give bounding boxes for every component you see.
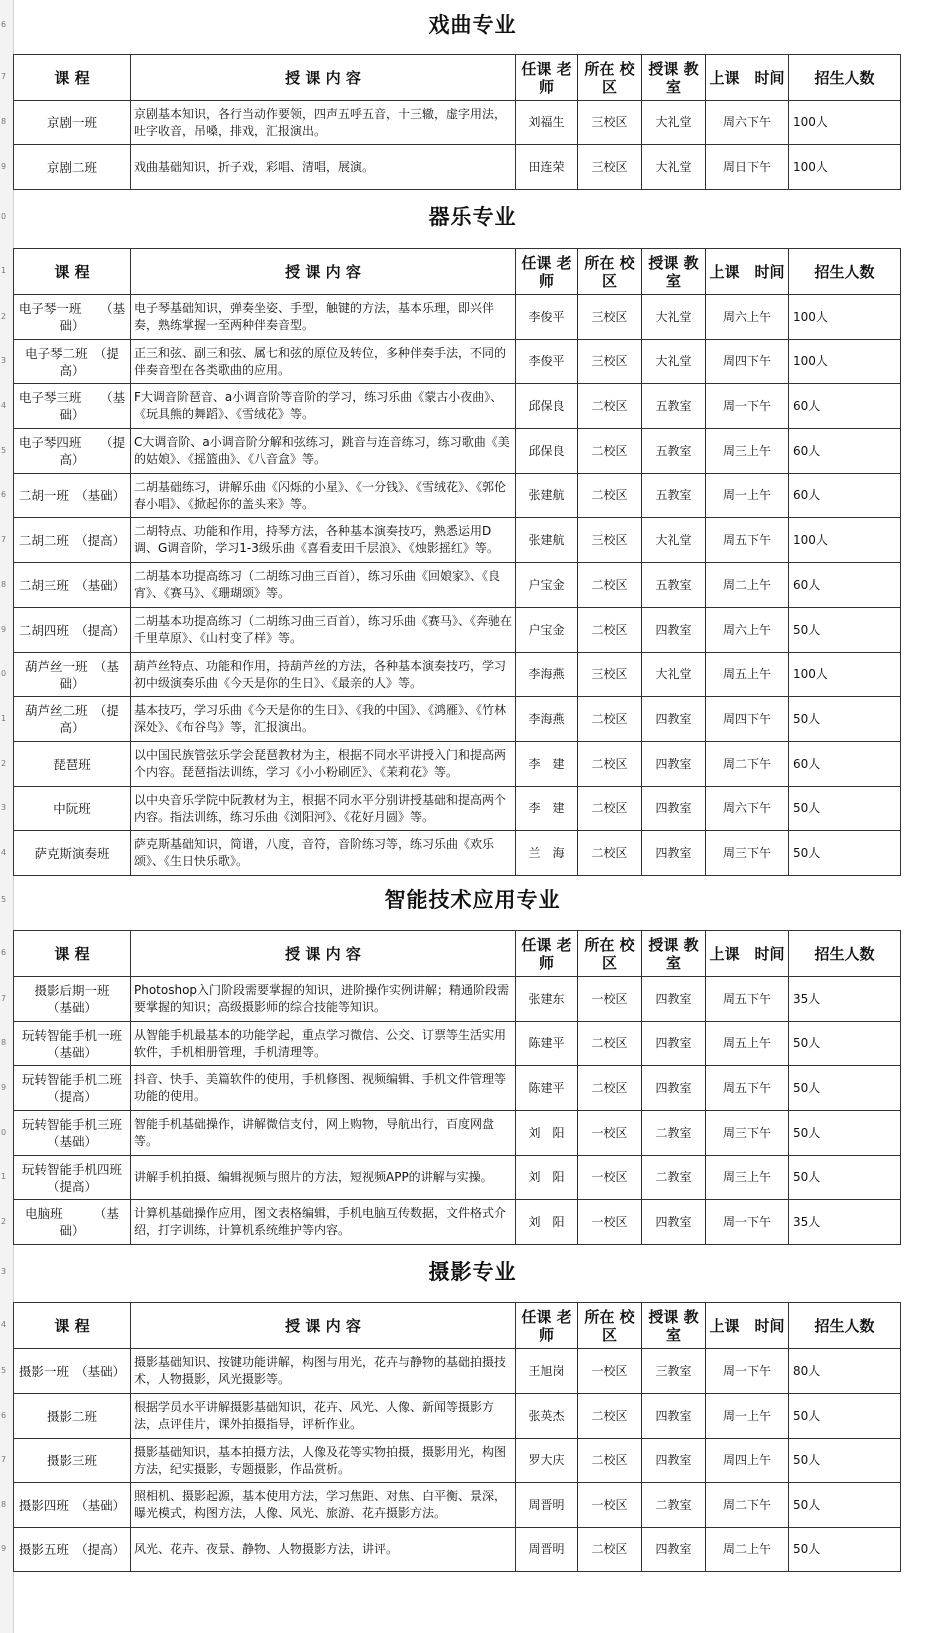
table-row bbox=[14, 1200, 901, 1245]
cell-content: 二胡特点、功能和作用，持琴方法，各种基本演奏技巧，熟悉运用D调、G调音阶，学习1-3级乐曲《喜看麦田千层浪》、《烛影摇红》等。 bbox=[131, 518, 516, 563]
table-row bbox=[14, 1483, 901, 1528]
cell-enroll: 60人 bbox=[789, 384, 901, 429]
cell-teacher: 刘 阳 bbox=[516, 1200, 578, 1245]
header-teacher: 任课 老师 bbox=[516, 1303, 578, 1349]
cell-enroll: 35人 bbox=[789, 1200, 901, 1245]
row-number: 3 bbox=[1, 356, 7, 365]
cell-teacher: 李 建 bbox=[516, 787, 578, 831]
cell-teacher: 户宝金 bbox=[516, 563, 578, 608]
header-content: 授 课 内 容 bbox=[131, 931, 516, 977]
cell-teacher: 罗大庆 bbox=[516, 1439, 578, 1483]
table-row bbox=[14, 742, 901, 787]
cell-time: 周四下午 bbox=[706, 697, 789, 742]
cell-enroll: 50人 bbox=[789, 1022, 901, 1066]
row-number: 4 bbox=[1, 847, 7, 857]
row-number: 4 bbox=[1, 1320, 7, 1329]
cell-teacher: 李 建 bbox=[516, 742, 578, 787]
row-number: 4 bbox=[1, 400, 7, 410]
cell-time: 周四上午 bbox=[706, 1439, 789, 1483]
cell-teacher: 陈建平 bbox=[516, 1022, 578, 1066]
cell-course: 玩转智能手机二班（提高） bbox=[14, 1066, 131, 1111]
cell-campus: 二校区 bbox=[578, 563, 642, 608]
cell-course: 二胡二班 （提高） bbox=[14, 518, 131, 563]
cell-campus: 二校区 bbox=[578, 384, 642, 429]
cell-campus: 二校区 bbox=[578, 1394, 642, 1439]
cell-content: Photoshop入门阶段需要掌握的知识，进阶操作实例讲解；精通阶段需要掌握的知识；高级摄影师的综合技能等知识。 bbox=[131, 977, 516, 1022]
course-table bbox=[13, 930, 901, 1245]
cell-content: 照相机、摄影起源，基本使用方法，学习焦距、对焦、白平衡、景深，曝光模式，构图方法，人像、风光、旅游、花卉摄影方法。 bbox=[131, 1483, 516, 1528]
cell-time: 周一下午 bbox=[706, 1200, 789, 1245]
cell-room: 四教室 bbox=[642, 1439, 706, 1483]
cell-content: 摄影基础知识、按键功能讲解，构图与用光，花卉与静物的基础拍摄技术，人物摄影，风光摄影等。 bbox=[131, 1349, 516, 1394]
row-number: 0 bbox=[1, 212, 7, 221]
cell-campus: 二校区 bbox=[578, 474, 642, 518]
cell-content: 基本技巧，学习乐曲《今天是你的生日》、《我的中国》、《鸿雁》、《竹林深处》、《布谷鸟》等，汇报演出。 bbox=[131, 697, 516, 742]
cell-teacher: 邱保良 bbox=[516, 384, 578, 429]
cell-course: 摄影后期一班 （基础） bbox=[14, 977, 131, 1022]
cell-enroll: 50人 bbox=[789, 1483, 901, 1528]
cell-campus: 一校区 bbox=[578, 1349, 642, 1394]
cell-enroll: 50人 bbox=[789, 1394, 901, 1439]
cell-teacher: 李俊平 bbox=[516, 340, 578, 384]
cell-time: 周三下午 bbox=[706, 831, 789, 876]
row-number: 8 bbox=[1, 117, 7, 126]
cell-enroll: 50人 bbox=[789, 1156, 901, 1200]
row-number-gutter bbox=[0, 0, 14, 1633]
cell-campus: 三校区 bbox=[578, 145, 642, 190]
table-row bbox=[14, 295, 901, 340]
cell-room: 五教室 bbox=[642, 429, 706, 474]
cell-teacher: 张英杰 bbox=[516, 1394, 578, 1439]
cell-room: 二教室 bbox=[642, 1156, 706, 1200]
header-course: 课 程 bbox=[14, 1303, 131, 1349]
cell-content: 二胡基本功提高练习（二胡练习曲三百首），练习乐曲《赛马》、《奔驰在千里草原》、《山村变了样》等。 bbox=[131, 608, 516, 653]
table-row bbox=[14, 518, 901, 563]
row-number: 1 bbox=[1, 1172, 7, 1181]
row-number: 9 bbox=[1, 161, 7, 171]
cell-teacher: 张建东 bbox=[516, 977, 578, 1022]
cell-campus: 一校区 bbox=[578, 1200, 642, 1245]
row-number: 1 bbox=[1, 266, 7, 275]
cell-teacher: 周晋明 bbox=[516, 1528, 578, 1572]
table-row bbox=[14, 787, 901, 831]
cell-content: 葫芦丝特点、功能和作用，持葫芦丝的方法，各种基本演奏技巧，学习初中级演奏乐曲《今天是你的生日》、《最亲的人》等。 bbox=[131, 653, 516, 697]
cell-course: 摄影二班 bbox=[14, 1394, 131, 1439]
table-row bbox=[14, 563, 901, 608]
row-number: 6 bbox=[1, 948, 7, 957]
row-number: 8 bbox=[1, 1499, 7, 1509]
table-row bbox=[14, 653, 901, 697]
cell-campus: 二校区 bbox=[578, 429, 642, 474]
row-number: 8 bbox=[1, 579, 7, 589]
row-number: 5 bbox=[1, 1365, 7, 1375]
cell-course: 中阮班 bbox=[14, 787, 131, 831]
row-number: 7 bbox=[1, 1455, 7, 1464]
table-row bbox=[14, 977, 901, 1022]
cell-campus: 一校区 bbox=[578, 1483, 642, 1528]
cell-time: 周六下午 bbox=[706, 101, 789, 145]
cell-enroll: 60人 bbox=[789, 742, 901, 787]
table-row bbox=[14, 1394, 901, 1439]
cell-content: 二胡基础练习，讲解乐曲《闪烁的小星》、《一分钱》、《雪绒花》、《郭伦春小唱》、《掀起你的盖头来》等。 bbox=[131, 474, 516, 518]
cell-content: 摄影基础知识，基本拍摄方法，人像及花等实物拍摄，摄影用光，构图方法，纪实摄影，专题摄影，作品赏析。 bbox=[131, 1439, 516, 1483]
cell-content: 以中国民族管弦乐学会琵琶教材为主，根据不同水平讲授入门和提高两个内容。琵琶指法训练，学习《小小粉刷匠》、《茉莉花》等。 bbox=[131, 742, 516, 787]
table-row bbox=[14, 697, 901, 742]
cell-course: 玩转智能手机三班（基础） bbox=[14, 1111, 131, 1156]
table-row bbox=[14, 1528, 901, 1572]
cell-content: 抖音、快手、美篇软件的使用，手机修图、视频编辑、手机文件管理等功能的使用。 bbox=[131, 1066, 516, 1111]
cell-enroll: 100人 bbox=[789, 653, 901, 697]
header-row bbox=[14, 249, 901, 295]
cell-content: 萨克斯基础知识，简谱，八度，音符，音阶练习等，练习乐曲《欢乐颂》、《生日快乐歌》。 bbox=[131, 831, 516, 876]
cell-teacher: 张建航 bbox=[516, 518, 578, 563]
cell-content: 戏曲基础知识，折子戏，彩唱、清唱，展演。 bbox=[131, 145, 516, 190]
cell-time: 周一上午 bbox=[706, 1394, 789, 1439]
header-enroll: 招生人数 bbox=[789, 249, 901, 295]
row-number: 7 bbox=[1, 534, 7, 544]
cell-content: 正三和弦、副三和弦、属七和弦的原位及转位，多种伴奏手法，不同的伴奏音型在各类歌曲的应用。 bbox=[131, 340, 516, 384]
cell-room: 大礼堂 bbox=[642, 340, 706, 384]
table-row bbox=[14, 1111, 901, 1156]
cell-time: 周三上午 bbox=[706, 429, 789, 474]
header-time: 上课 时间 bbox=[706, 249, 789, 295]
row-number: 5 bbox=[1, 445, 7, 455]
section-title: 器乐专业 bbox=[428, 205, 517, 229]
cell-teacher: 邱保良 bbox=[516, 429, 578, 474]
row-number: 0 bbox=[1, 1127, 7, 1137]
cell-time: 周一下午 bbox=[706, 384, 789, 429]
cell-course: 摄影五班 （提高） bbox=[14, 1528, 131, 1572]
cell-campus: 二校区 bbox=[578, 831, 642, 876]
cell-content: 京剧基本知识，各行当动作要领，四声五呼五音，十三辙，虚字用法，吐字收音，吊嗓，排戏，汇报演出。 bbox=[131, 101, 516, 145]
cell-room: 四教室 bbox=[642, 1528, 706, 1572]
header-enroll: 招生人数 bbox=[789, 55, 901, 101]
cell-content: C大调音阶、a小调音阶分解和弦练习，跳音与连音练习，练习歌曲《美的姑娘》、《摇篮曲》、《八音盒》等。 bbox=[131, 429, 516, 474]
table-row bbox=[14, 1022, 901, 1066]
cell-campus: 二校区 bbox=[578, 608, 642, 653]
cell-time: 周二上午 bbox=[706, 1528, 789, 1572]
cell-content: 从智能手机最基本的功能学起，重点学习微信、公交、订票等生活实用软件，手机相册管理，手机清理等。 bbox=[131, 1022, 516, 1066]
cell-teacher: 刘福生 bbox=[516, 101, 578, 145]
course-table bbox=[13, 1302, 901, 1572]
cell-room: 大礼堂 bbox=[642, 518, 706, 563]
header-enroll: 招生人数 bbox=[789, 931, 901, 977]
header-course: 课 程 bbox=[14, 931, 131, 977]
cell-teacher: 刘 阳 bbox=[516, 1156, 578, 1200]
cell-room: 大礼堂 bbox=[642, 295, 706, 340]
header-campus: 所在 校区 bbox=[578, 249, 642, 295]
cell-time: 周二上午 bbox=[706, 563, 789, 608]
cell-campus: 三校区 bbox=[578, 101, 642, 145]
header-time: 上课 时间 bbox=[706, 931, 789, 977]
table-row bbox=[14, 831, 901, 876]
cell-enroll: 50人 bbox=[789, 608, 901, 653]
cell-time: 周三上午 bbox=[706, 1156, 789, 1200]
cell-content: 计算机基础操作应用，图文表格编辑，手机电脑互传数据，文件格式介绍，打字训练，计算机系统维护等内容。 bbox=[131, 1200, 516, 1245]
cell-enroll: 80人 bbox=[789, 1349, 901, 1394]
cell-room: 大礼堂 bbox=[642, 145, 706, 190]
cell-teacher: 张建航 bbox=[516, 474, 578, 518]
header-room: 授课 教室 bbox=[642, 249, 706, 295]
cell-content: 根据学员水平讲解摄影基础知识，花卉、风光、人像、新闻等摄影方法，点评佳片，课外拍摄指导，评析作业。 bbox=[131, 1394, 516, 1439]
row-number: 9 bbox=[1, 1082, 7, 1092]
cell-time: 周五上午 bbox=[706, 1022, 789, 1066]
cell-enroll: 50人 bbox=[789, 831, 901, 876]
cell-teacher: 李俊平 bbox=[516, 295, 578, 340]
cell-teacher: 王旭岗 bbox=[516, 1349, 578, 1394]
row-number: 6 bbox=[1, 20, 7, 29]
cell-content: F大调音阶琶音、a小调音阶等音阶的学习，练习乐曲《蒙古小夜曲》、《玩具熊的舞蹈》、《雪绒花》等。 bbox=[131, 384, 516, 429]
cell-campus: 二校区 bbox=[578, 1066, 642, 1111]
row-number: 0 bbox=[1, 669, 7, 678]
cell-course: 二胡三班 （基础） bbox=[14, 563, 131, 608]
cell-course: 琵琶班 bbox=[14, 742, 131, 787]
cell-room: 四教室 bbox=[642, 977, 706, 1022]
cell-course: 电子琴四班 （提高） bbox=[14, 429, 131, 474]
row-number: 9 bbox=[1, 1544, 7, 1553]
cell-content: 智能手机基础操作，讲解微信支付，网上购物，导航出行，百度网盘等。 bbox=[131, 1111, 516, 1156]
cell-room: 二教室 bbox=[642, 1111, 706, 1156]
cell-enroll: 50人 bbox=[789, 1528, 901, 1572]
row-number: 7 bbox=[1, 72, 7, 81]
cell-campus: 三校区 bbox=[578, 518, 642, 563]
cell-enroll: 50人 bbox=[789, 1111, 901, 1156]
header-content: 授 课 内 容 bbox=[131, 55, 516, 101]
cell-enroll: 35人 bbox=[789, 977, 901, 1022]
cell-room: 四教室 bbox=[642, 742, 706, 787]
cell-room: 四教室 bbox=[642, 1394, 706, 1439]
row-number: 5 bbox=[1, 895, 7, 904]
header-campus: 所在 校区 bbox=[578, 1303, 642, 1349]
cell-time: 周二下午 bbox=[706, 742, 789, 787]
cell-enroll: 60人 bbox=[789, 474, 901, 518]
cell-enroll: 100人 bbox=[789, 340, 901, 384]
cell-campus: 一校区 bbox=[578, 1111, 642, 1156]
cell-campus: 三校区 bbox=[578, 295, 642, 340]
cell-content: 讲解手机拍摄、编辑视频与照片的方法，短视频APP的讲解与实操。 bbox=[131, 1156, 516, 1200]
cell-enroll: 50人 bbox=[789, 1439, 901, 1483]
cell-enroll: 60人 bbox=[789, 429, 901, 474]
cell-room: 四教室 bbox=[642, 1066, 706, 1111]
header-time: 上课 时间 bbox=[706, 55, 789, 101]
table-row bbox=[14, 1439, 901, 1483]
table-row bbox=[14, 1156, 901, 1200]
header-teacher: 任课 老师 bbox=[516, 55, 578, 101]
cell-campus: 二校区 bbox=[578, 1439, 642, 1483]
cell-time: 周日下午 bbox=[706, 145, 789, 190]
cell-enroll: 50人 bbox=[789, 787, 901, 831]
header-campus: 所在 校区 bbox=[578, 55, 642, 101]
cell-course: 电子琴一班 （基础） bbox=[14, 295, 131, 340]
cell-teacher: 刘 阳 bbox=[516, 1111, 578, 1156]
cell-time: 周二下午 bbox=[706, 1483, 789, 1528]
row-number: 2 bbox=[1, 1216, 7, 1226]
row-number: 6 bbox=[1, 1410, 7, 1420]
cell-course: 摄影一班 （基础） bbox=[14, 1349, 131, 1394]
table-row bbox=[14, 429, 901, 474]
row-number: 7 bbox=[1, 993, 7, 1003]
cell-time: 周五下午 bbox=[706, 977, 789, 1022]
row-number: 3 bbox=[1, 803, 7, 812]
table-row bbox=[14, 145, 901, 190]
cell-room: 四教室 bbox=[642, 1022, 706, 1066]
header-content: 授 课 内 容 bbox=[131, 249, 516, 295]
table-row bbox=[14, 608, 901, 653]
cell-room: 大礼堂 bbox=[642, 101, 706, 145]
cell-time: 周三下午 bbox=[706, 1111, 789, 1156]
cell-content: 以中央音乐学院中阮教材为主，根据不同水平分别讲授基础和提高两个内容。指法训练，练习乐曲《浏阳河》、《花好月圆》等。 bbox=[131, 787, 516, 831]
cell-room: 五教室 bbox=[642, 474, 706, 518]
cell-course: 葫芦丝二班 （提高） bbox=[14, 697, 131, 742]
header-campus: 所在 校区 bbox=[578, 931, 642, 977]
cell-course: 京剧二班 bbox=[14, 145, 131, 190]
header-row bbox=[14, 55, 901, 101]
cell-campus: 一校区 bbox=[578, 977, 642, 1022]
cell-teacher: 兰 海 bbox=[516, 831, 578, 876]
table-row bbox=[14, 1349, 901, 1394]
cell-room: 四教室 bbox=[642, 697, 706, 742]
cell-enroll: 100人 bbox=[789, 295, 901, 340]
header-teacher: 任课 老师 bbox=[516, 249, 578, 295]
cell-course: 电脑班 （基础） bbox=[14, 1200, 131, 1245]
cell-campus: 三校区 bbox=[578, 340, 642, 384]
cell-course: 葫芦丝一班 （基础） bbox=[14, 653, 131, 697]
cell-course: 摄影四班 （基础） bbox=[14, 1483, 131, 1528]
cell-content: 电子琴基础知识，弹奏坐姿、手型，触键的方法，基本乐理，即兴伴奏，熟练掌握一至两种伴奏音型。 bbox=[131, 295, 516, 340]
header-enroll: 招生人数 bbox=[789, 1303, 901, 1349]
header-course: 课 程 bbox=[14, 55, 131, 101]
cell-course: 电子琴三班 （基础） bbox=[14, 384, 131, 429]
cell-course: 玩转智能手机四班（提高） bbox=[14, 1156, 131, 1200]
cell-campus: 一校区 bbox=[578, 1156, 642, 1200]
cell-course: 摄影三班 bbox=[14, 1439, 131, 1483]
course-table bbox=[13, 248, 901, 876]
table-row bbox=[14, 340, 901, 384]
cell-course: 京剧一班 bbox=[14, 101, 131, 145]
cell-teacher: 田连荣 bbox=[516, 145, 578, 190]
cell-enroll: 50人 bbox=[789, 1066, 901, 1111]
cell-room: 五教室 bbox=[642, 563, 706, 608]
cell-time: 周六下午 bbox=[706, 787, 789, 831]
cell-room: 四教室 bbox=[642, 831, 706, 876]
header-row bbox=[14, 1303, 901, 1349]
cell-room: 大礼堂 bbox=[642, 653, 706, 697]
cell-course: 电子琴二班 （提高） bbox=[14, 340, 131, 384]
cell-teacher: 李海燕 bbox=[516, 653, 578, 697]
cell-time: 周一下午 bbox=[706, 1349, 789, 1394]
cell-teacher: 李海燕 bbox=[516, 697, 578, 742]
cell-enroll: 100人 bbox=[789, 145, 901, 190]
cell-time: 周六上午 bbox=[706, 608, 789, 653]
cell-room: 四教室 bbox=[642, 608, 706, 653]
row-number: 2 bbox=[1, 758, 7, 768]
header-teacher: 任课 老师 bbox=[516, 931, 578, 977]
row-number: 2 bbox=[1, 311, 7, 321]
cell-time: 周四下午 bbox=[706, 340, 789, 384]
table-row bbox=[14, 101, 901, 145]
table-row bbox=[14, 474, 901, 518]
cell-enroll: 100人 bbox=[789, 518, 901, 563]
header-room: 授课 教室 bbox=[642, 1303, 706, 1349]
cell-campus: 二校区 bbox=[578, 1022, 642, 1066]
cell-campus: 二校区 bbox=[578, 787, 642, 831]
cell-room: 四教室 bbox=[642, 787, 706, 831]
cell-content: 二胡基本功提高练习（二胡练习曲三百首），练习乐曲《回娘家》、《良宵》、《赛马》、《珊瑚颂》等。 bbox=[131, 563, 516, 608]
row-number: 1 bbox=[1, 713, 7, 723]
header-content: 授 课 内 容 bbox=[131, 1303, 516, 1349]
table-row bbox=[14, 1066, 901, 1111]
cell-room: 五教室 bbox=[642, 384, 706, 429]
cell-enroll: 60人 bbox=[789, 563, 901, 608]
row-number: 3 bbox=[1, 1267, 7, 1276]
cell-time: 周五下午 bbox=[706, 1066, 789, 1111]
section-title: 智能技术应用专业 bbox=[384, 888, 561, 912]
row-number: 9 bbox=[1, 624, 7, 634]
header-row bbox=[14, 931, 901, 977]
header-room: 授课 教室 bbox=[642, 55, 706, 101]
header-time: 上课 时间 bbox=[706, 1303, 789, 1349]
cell-teacher: 户宝金 bbox=[516, 608, 578, 653]
cell-room: 三教室 bbox=[642, 1349, 706, 1394]
section-title: 戏曲专业 bbox=[428, 13, 517, 37]
cell-enroll: 50人 bbox=[789, 697, 901, 742]
cell-enroll: 100人 bbox=[789, 101, 901, 145]
course-table bbox=[13, 54, 901, 190]
row-number: 6 bbox=[1, 490, 7, 499]
cell-campus: 二校区 bbox=[578, 742, 642, 787]
cell-campus: 二校区 bbox=[578, 1528, 642, 1572]
cell-teacher: 陈建平 bbox=[516, 1066, 578, 1111]
cell-course: 二胡四班 （提高） bbox=[14, 608, 131, 653]
row-number: 8 bbox=[1, 1038, 7, 1047]
cell-course: 萨克斯演奏班 bbox=[14, 831, 131, 876]
cell-room: 二教室 bbox=[642, 1483, 706, 1528]
section-title: 摄影专业 bbox=[428, 1260, 517, 1284]
cell-campus: 二校区 bbox=[578, 697, 642, 742]
cell-time: 周六上午 bbox=[706, 295, 789, 340]
table-row bbox=[14, 384, 901, 429]
header-room: 授课 教室 bbox=[642, 931, 706, 977]
cell-time: 周一上午 bbox=[706, 474, 789, 518]
header-course: 课 程 bbox=[14, 249, 131, 295]
cell-time: 周五下午 bbox=[706, 518, 789, 563]
cell-course: 玩转智能手机一班（基础） bbox=[14, 1022, 131, 1066]
cell-course: 二胡一班 （基础） bbox=[14, 474, 131, 518]
cell-time: 周五上午 bbox=[706, 653, 789, 697]
cell-room: 四教室 bbox=[642, 1200, 706, 1245]
cell-campus: 三校区 bbox=[578, 653, 642, 697]
cell-content: 风光、花卉、夜景、静物、人物摄影方法，讲评。 bbox=[131, 1528, 516, 1572]
cell-teacher: 周晋明 bbox=[516, 1483, 578, 1528]
